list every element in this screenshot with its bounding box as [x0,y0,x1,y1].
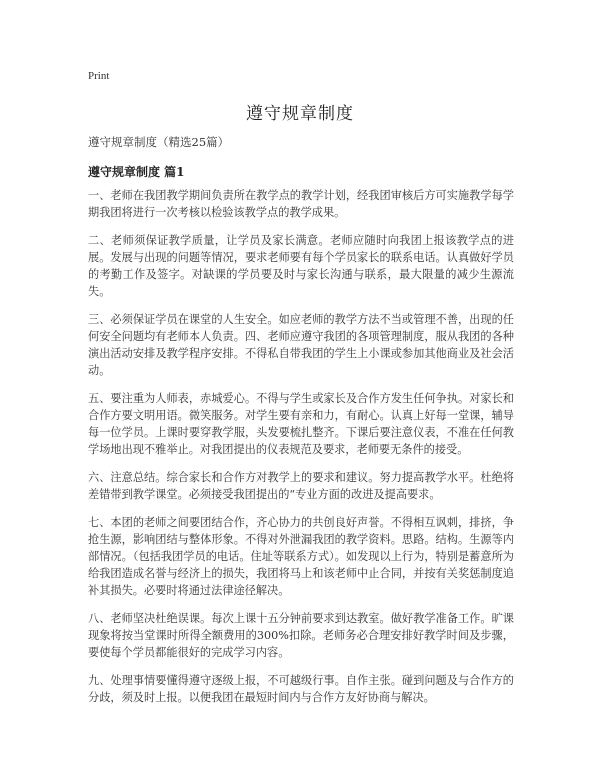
paragraph-8: 九、处理事情要懂得遵守逐级上报，不可越级行事。自作主张。碰到问题及与合作方的分歧，须及时上报。以便我团在最短时间内与合作方友好协商与解决。 [88,674,514,704]
paragraph-3: 三、必须保证学员在课堂的人生安全。如应老师的教学方法不当或管理不善，出现的任何安全问题均有老师本人负责。四、老师应遵守我团的各项管理制度，服从我团的各种演出活动安排及教学程序安排。不得私自带我团的学生上小课或参加其他商业及社会活动。 [88,313,514,377]
paragraph-1: 一、老师在我团教学期间负责所在教学点的教学计划，经我团审核后方可实施教学每学期我团将进行一次考核以检验该教学点的教学成果。 [88,189,514,219]
paragraph-6: 七、本团的老师之间要团结合作，齐心协力的共创良好声誉。不得相互讽刺，排挤，争抢生源，影响团结与整体形象。不得对外泄漏我团的教学资料。思路。结构。生源等内部情况。（包括我团学员的电话。住址等联系方式）。如发现以上行为，特别是蓄意所为给我团造成名誉与经济上的损失，我团将马上和该老师中止合同，并按有关奖惩制度追补其损失。必要时将通过法律途径解决。 [88,516,514,597]
document-subtitle: 遵守规章制度（精选25篇） [88,135,230,149]
page-title: 遵守规章制度 [246,104,354,124]
paragraph-7: 八、老师坚决杜绝误课。每次上课十五分钟前要求到达教室。做好教学准备工作。旷课现象将按当堂课时所得全额费用的300%扣除。老师务必合理安排好教学时间及步骤，要使每个学员都能很好的完成学习内容。 [88,612,514,659]
paragraph-2: 二、老师须保证教学质量，让学员及家长满意。老师应随时向我团上报该教学点的进展。发展与出现的问题等情况，要求老师要有每个学员家长的联系电话。认真做好学员的考勤工作及签字。对缺课的学员要及时与家长沟通与联系，最大限量的减少生源流失。 [88,234,514,298]
paragraph-5: 六、注意总结。综合家长和合作方对教学上的要求和建议。努力提高教学水平。杜绝将差错带到教学课堂。必须接受我团提出的“专业方面的改进及提高要求。 [88,471,514,501]
paragraph-4: 五、要注重为人师表，赤城爱心。不得与学生或家长及合作方发生任何争执。对家长和合作方要文明用语。微笑服务。对学生要有亲和力，有耐心。认真上好每一堂课，辅导每一位学员。上课时要穿教学服，头发要梳扎整齐。下课后要注意仪表，不准在任何教学场地出现不雅举止。对我团提出的仪表规范及要求，老师要无条件的接受。 [88,392,514,456]
section-heading: 遵守规章制度 篇1 [88,165,185,179]
document-body [88,187,514,717]
print-link[interactable]: Print [88,70,110,82]
